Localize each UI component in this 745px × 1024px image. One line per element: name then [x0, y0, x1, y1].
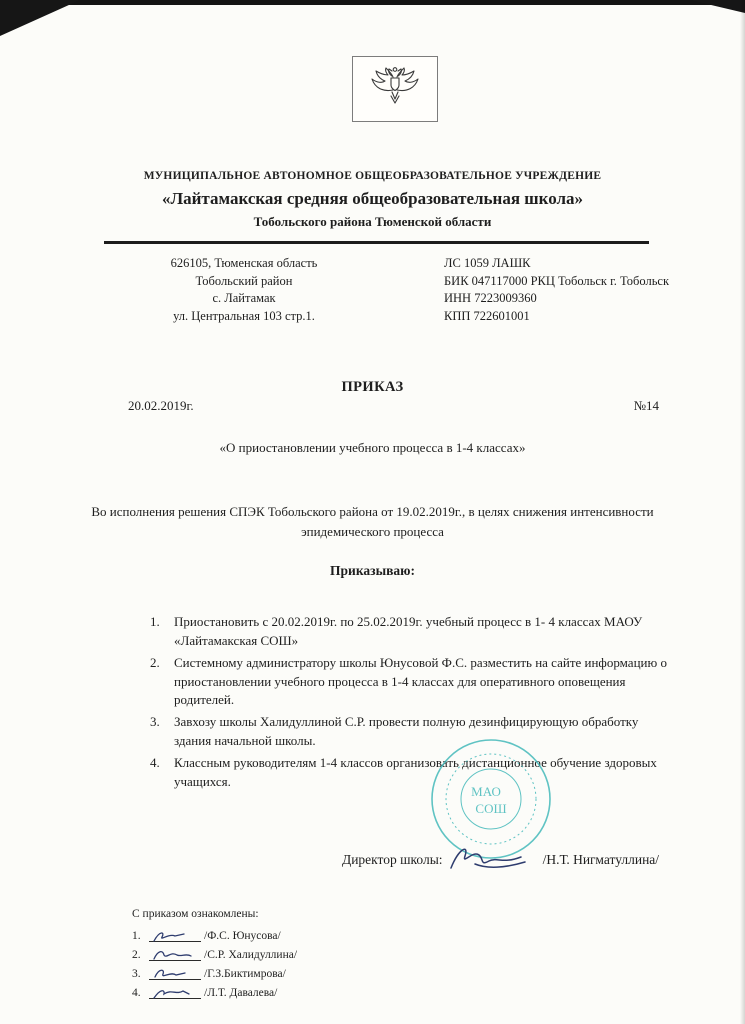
- bank-line: КПП 722601001: [444, 308, 530, 323]
- item-number: 4.: [150, 754, 160, 770]
- order-item: [150, 754, 668, 792]
- order-items-list: [150, 613, 668, 792]
- order-meta: [0, 396, 745, 414]
- order-item: [150, 713, 668, 751]
- address-line: Тобольский район: [195, 273, 293, 288]
- bank-details: [444, 255, 669, 325]
- ack-row: [132, 961, 745, 980]
- ack-number: 4.: [132, 986, 141, 999]
- org-name-line: «Лайтамакская средняя общеобразовательная школа»: [161, 189, 584, 208]
- order-item: [150, 613, 668, 651]
- ack-row: [132, 942, 745, 961]
- ack-signature: [149, 983, 201, 999]
- ack-row: [132, 923, 745, 942]
- address-line: ул. Центральная 103 стр.1.: [173, 308, 315, 323]
- scan-edge-top: [0, 0, 745, 5]
- signature-ink: [151, 947, 197, 965]
- resolve-word: Приказываю:: [330, 563, 415, 578]
- order-date: 20.02.2019г.: [128, 398, 194, 413]
- director-label: Директор школы:: [342, 851, 443, 867]
- ack-name: /Л.Т. Давалева/: [204, 986, 278, 999]
- ack-name: /С.Р. Халидуллина/: [204, 948, 298, 961]
- acknowledgement-block: [132, 908, 745, 999]
- preamble-paragraph: Во исполнения решения СПЭК Тобольского района от 19.02.2019г., в целях снижения интенсивности эпидемического процесса: [91, 504, 654, 539]
- signature-ink: [151, 966, 197, 984]
- signature-ink: [151, 928, 197, 946]
- director-signature: [445, 850, 541, 868]
- item-text: Приостановить с 20.02.2019г. по 25.02.2019г. учебный процесс в 1- 4 классах МАОУ «Лайтамакская СОШ»: [174, 614, 643, 648]
- scan-corner-right: [690, 0, 745, 13]
- item-text: Системному администратору школы Юнусовой Ф.С. разместить на сайте информацию о приостановлении учебного процесса в 1-4 классах для оперативного оповещения родителей.: [174, 654, 667, 708]
- ack-signature: [149, 945, 201, 961]
- item-number: 3.: [150, 714, 160, 730]
- header-divider: [104, 241, 649, 244]
- ack-number: 2.: [132, 948, 141, 961]
- address-line: с. Лайтамак: [212, 291, 276, 305]
- scan-edge-right: [740, 0, 745, 1024]
- ack-signature: [149, 926, 201, 942]
- address-line: 626105, Тюменская область: [170, 256, 318, 270]
- scan-corner-left: [0, 0, 80, 36]
- ack-signature: [149, 964, 201, 980]
- director-signature-row: [342, 850, 745, 868]
- order-title: «О приостановлении учебного процесса в 1-4 классах»: [219, 440, 526, 455]
- org-region-line: Тобольского района Тюменской области: [253, 214, 492, 229]
- requisites-block: [0, 255, 745, 325]
- item-number: 2.: [150, 654, 160, 670]
- signature-ink: [151, 985, 197, 1003]
- postal-address: [138, 255, 350, 325]
- order-item: [150, 654, 668, 711]
- director-name: /Н.Т. Нигматуллина/: [542, 851, 660, 867]
- order-heading: ПРИКАЗ: [341, 379, 404, 395]
- stamp-text-bottom: СОШ: [475, 801, 507, 816]
- bank-line: ИНН 7223009360: [444, 291, 537, 305]
- ack-heading: С приказом ознакомлены:: [132, 907, 259, 920]
- bank-line: ЛС 1059 ЛАШК: [444, 256, 531, 270]
- org-type-line: МУНИЦИПАЛЬНОЕ АВТОНОМНОЕ ОБЩЕОБРАЗОВАТЕЛЬНОЕ УЧРЕЖДЕНИЕ: [143, 170, 602, 182]
- coat-of-arms-box: [352, 56, 438, 122]
- signature-ink: [445, 842, 541, 876]
- ack-name: /Ф.С. Юнусова/: [204, 929, 281, 942]
- ack-name: /Г.З.Биктимрова/: [204, 967, 286, 980]
- double-headed-eagle-icon: [369, 66, 421, 112]
- item-number: 1.: [150, 614, 160, 629]
- bank-line: БИК 047117000 РКЦ Тобольск г. Тобольск: [444, 273, 670, 288]
- ack-row: [132, 980, 745, 999]
- item-text: Завхозу школы Халидуллиной С.Р. провести полную дезинфицирующую обработку здания начальной школы.: [174, 714, 639, 749]
- ack-number: 1.: [132, 929, 141, 942]
- stamp-text-top: МАО: [471, 784, 501, 799]
- ack-number: 3.: [132, 967, 141, 980]
- order-number: №14: [633, 398, 659, 413]
- item-text: Классным руководителям 1-4 классов организовать дистанционное обучение здоровых учащихся.: [174, 754, 657, 789]
